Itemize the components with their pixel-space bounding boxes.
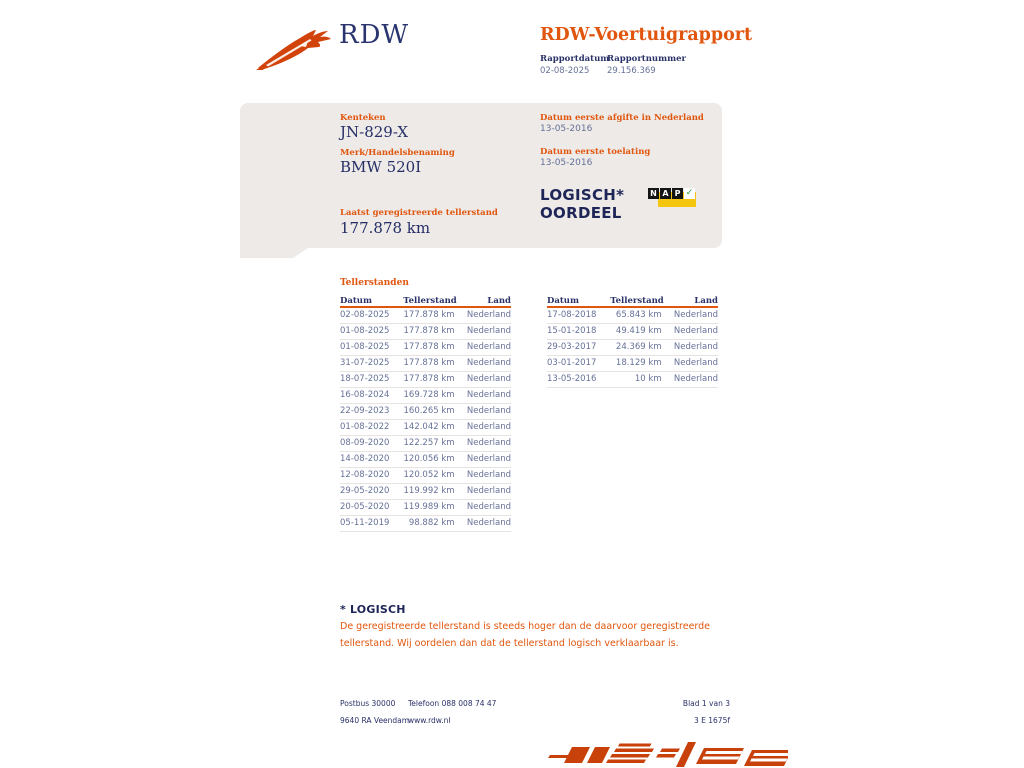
footer-website: www.rdw.nl xyxy=(408,716,451,725)
table-cell: 08-09-2020 xyxy=(340,438,390,448)
table-cell: 02-08-2025 xyxy=(340,310,390,320)
table-cell: Nederland xyxy=(673,310,718,320)
table-cell: Nederland xyxy=(466,438,511,448)
table-cell: 177.878 km xyxy=(403,358,455,368)
table-cell: Nederland xyxy=(466,486,511,496)
table-cell: 177.878 km xyxy=(403,310,455,320)
table-cell: 12-08-2020 xyxy=(340,470,390,480)
nap-letter-a: A xyxy=(660,188,671,199)
nap-letter-p: P xyxy=(672,188,683,199)
table-cell: Nederland xyxy=(466,342,511,352)
table-cell: 22-09-2023 xyxy=(340,406,390,416)
column-header-datum: Datum xyxy=(547,296,579,306)
table-row xyxy=(547,340,718,356)
table-cell: Nederland xyxy=(466,406,511,416)
table-cell: 18-07-2025 xyxy=(340,374,390,384)
table-row xyxy=(340,484,511,500)
tellerstanden-table-left xyxy=(340,292,511,532)
tellerstanden-table-right xyxy=(547,292,718,388)
kenteken-value: JN-829-X xyxy=(340,123,409,141)
table-cell: Nederland xyxy=(466,390,511,400)
afgifte-label: Datum eerste afgifte in Nederland xyxy=(540,113,704,123)
table-cell: 122.257 km xyxy=(403,438,455,448)
table-cell: Nederland xyxy=(466,454,511,464)
table-cell: 119.992 km xyxy=(403,486,455,496)
table-cell: Nederland xyxy=(673,326,718,336)
table-cell: Nederland xyxy=(466,358,511,368)
table-row xyxy=(340,372,511,388)
table-cell: 65.843 km xyxy=(615,310,662,320)
table-cell: Nederland xyxy=(673,342,718,352)
column-header-datum: Datum xyxy=(340,296,372,306)
table-cell: 13-05-2016 xyxy=(547,374,597,384)
table-cell: 160.265 km xyxy=(403,406,455,416)
table-cell: 10 km xyxy=(634,374,662,384)
afgifte-value: 13-05-2016 xyxy=(540,124,593,134)
table-cell: 14-08-2020 xyxy=(340,454,390,464)
table-cell: 05-11-2019 xyxy=(340,518,390,528)
table-cell: 17-08-2018 xyxy=(547,310,597,320)
table-cell: 16-08-2024 xyxy=(340,390,390,400)
table-row xyxy=(547,308,718,324)
table-row xyxy=(340,436,511,452)
table-cell: 142.042 km xyxy=(403,422,455,432)
nap-letter-n: N xyxy=(648,188,659,199)
table-row xyxy=(340,468,511,484)
table-cell: 119.989 km xyxy=(403,502,455,512)
table-body xyxy=(547,308,718,388)
table-cell: 120.056 km xyxy=(403,454,455,464)
footer-address xyxy=(340,695,409,729)
table-cell: 31-07-2025 xyxy=(340,358,390,368)
logisch-footnote-title: * LOGISCH xyxy=(340,603,406,616)
table-cell: Nederland xyxy=(466,374,511,384)
table-header-row xyxy=(340,292,511,308)
column-header-land: Land xyxy=(694,296,718,306)
table-cell: 29-05-2020 xyxy=(340,486,390,496)
report-number-label: Rapportnummer xyxy=(607,54,686,64)
table-cell: Nederland xyxy=(466,326,511,336)
vehicle-summary-box xyxy=(240,103,722,248)
merk-value: BMW 520I xyxy=(340,158,422,176)
column-header-land: Land xyxy=(487,296,511,306)
table-cell: Nederland xyxy=(466,422,511,432)
nap-checkmark-icon: ✓ xyxy=(685,188,694,198)
table-cell: Nederland xyxy=(466,502,511,512)
table-cell: 18.129 km xyxy=(615,358,662,368)
table-row xyxy=(340,388,511,404)
table-row xyxy=(547,372,718,388)
table-cell: Nederland xyxy=(466,518,511,528)
table-cell: 01-08-2022 xyxy=(340,422,390,432)
table-cell: 169.728 km xyxy=(403,390,455,400)
nap-logo xyxy=(648,186,696,208)
table-cell: 120.052 km xyxy=(403,470,455,480)
table-row xyxy=(340,452,511,468)
oordeel-line2: OORDEEL xyxy=(540,204,622,222)
table-row xyxy=(340,308,511,324)
table-cell: 177.878 km xyxy=(403,326,455,336)
table-row xyxy=(340,420,511,436)
footer-page-number: Blad 1 van 3 xyxy=(682,699,730,708)
summary-box-notch xyxy=(240,248,308,258)
kenteken-label: Kenteken xyxy=(340,113,386,123)
toelating-value: 13-05-2016 xyxy=(540,158,593,168)
table-cell: Nederland xyxy=(673,374,718,384)
table-cell: Nederland xyxy=(466,310,511,320)
table-cell: 20-05-2020 xyxy=(340,502,390,512)
oordeel-line1: LOGISCH* xyxy=(540,186,625,204)
rdw-logo-text: RDW xyxy=(339,20,410,50)
table-cell: 29-03-2017 xyxy=(547,342,597,352)
rdw-wing-logo-icon xyxy=(256,24,334,70)
table-cell: 01-08-2025 xyxy=(340,326,390,336)
tellerstanden-section-title: Tellerstanden xyxy=(340,278,409,288)
merk-label: Merk/Handelsbenaming xyxy=(340,148,455,158)
report-date-value: 02-08-2025 xyxy=(540,66,590,76)
table-cell: 49.419 km xyxy=(615,326,662,336)
table-cell: 98.882 km xyxy=(408,518,455,528)
footer-contact xyxy=(408,695,496,729)
table-cell: 177.878 km xyxy=(403,342,455,352)
table-cell: Nederland xyxy=(673,358,718,368)
table-row xyxy=(340,516,511,532)
table-cell: 15-01-2018 xyxy=(547,326,597,336)
logisch-footnote-text: De geregistreerde tellerstand is steeds hoger dan de daarvoor geregistreerde tellerstand. Wij oordelen dan dat de tellerstand logisch verklaarbaar is. xyxy=(340,621,711,649)
column-header-tellerstand: Tellerstand xyxy=(610,296,664,306)
table-cell: 01-08-2025 xyxy=(340,342,390,352)
column-header-tellerstand: Tellerstand xyxy=(403,296,457,306)
page-title: RDW-Voertuigrapport xyxy=(540,25,753,45)
tellerstand-value: 177.878 km xyxy=(340,219,431,237)
table-row xyxy=(547,356,718,372)
table-row xyxy=(340,500,511,516)
tellerstand-label: Laatst geregistreerde tellerstand xyxy=(340,208,498,218)
report-number-value: 29.156.369 xyxy=(607,66,656,76)
report-date-label: Rapportdatum xyxy=(540,54,610,64)
footer-phone: Telefoon 088 008 74 47 xyxy=(408,699,497,708)
table-cell: 03-01-2017 xyxy=(547,358,597,368)
footer-page-info xyxy=(600,695,730,729)
toelating-label: Datum eerste toelating xyxy=(540,147,651,157)
table-row xyxy=(340,340,511,356)
table-row xyxy=(340,404,511,420)
table-row xyxy=(340,356,511,372)
table-cell: 24.369 km xyxy=(615,342,662,352)
table-row xyxy=(340,324,511,340)
footer-address-line2: 9640 RA Veendam xyxy=(340,716,410,725)
table-row xyxy=(547,324,718,340)
footer-address-line1: Postbus 30000 xyxy=(340,699,396,708)
table-body xyxy=(340,308,511,532)
table-cell: Nederland xyxy=(466,470,511,480)
rdw-decorative-stripes xyxy=(548,741,788,768)
footer-form-code: 3 E 1675f xyxy=(693,716,730,725)
table-header-row xyxy=(547,292,718,308)
table-cell: 177.878 km xyxy=(403,374,455,384)
